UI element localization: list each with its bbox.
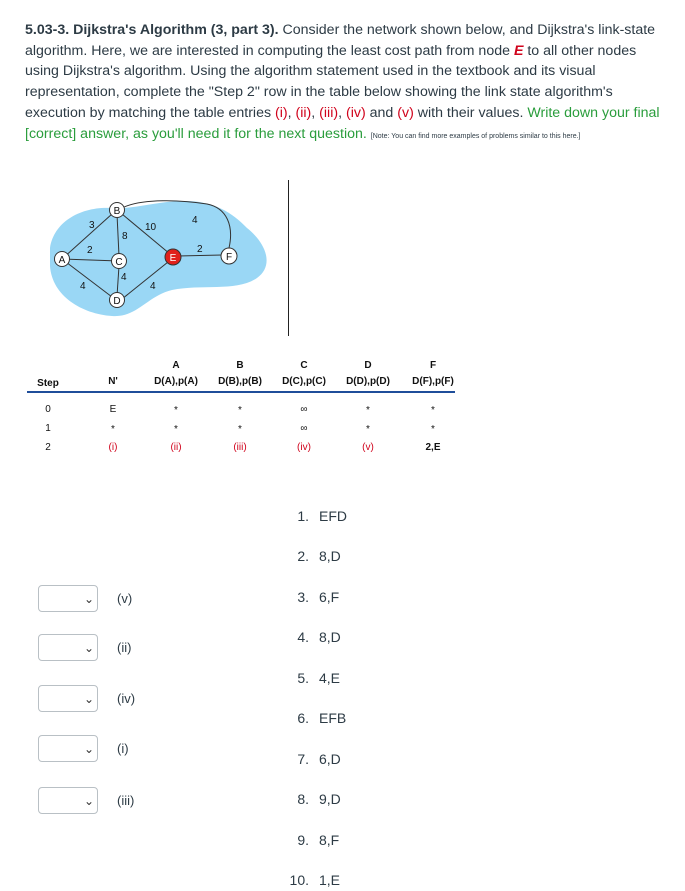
match-select-v[interactable]	[38, 585, 98, 612]
chevron-down-icon: ⌄	[84, 742, 95, 756]
option-6: 6. EFB	[297, 710, 347, 726]
svg-text:E: E	[169, 253, 177, 264]
match-select-iii[interactable]	[38, 787, 98, 814]
row0-a: *	[174, 405, 178, 416]
cost-c-d: 4	[121, 272, 127, 283]
row1-d: *	[366, 424, 370, 435]
row1-f: *	[431, 424, 435, 435]
header-rule	[27, 391, 455, 393]
row1-c: ∞	[300, 423, 308, 434]
cost-b-f: 4	[192, 215, 198, 226]
row0-n: E	[109, 404, 117, 415]
and-word: and	[369, 104, 394, 121]
question-heading: 5.03-3. Dijkstra's Algorithm (3, part 3).	[25, 22, 279, 38]
row1-n: *	[111, 424, 115, 435]
col-top-f: F	[429, 360, 437, 371]
instruction-green: Write down your final [correct] answer, as you'll need it for the next question.	[25, 104, 660, 142]
option-9: 9. 8,F	[297, 832, 340, 848]
col-top-d: D	[364, 360, 372, 371]
mark-iv: (iv)	[345, 104, 366, 121]
mark-iii: (iii)	[319, 104, 339, 121]
row2-f: 2,E	[425, 442, 441, 453]
header-c: D(C),p(C)	[282, 376, 326, 387]
option-2: 2. 8,D	[297, 548, 341, 564]
row2-b: (iii)	[233, 442, 247, 453]
header-n: N'	[108, 376, 118, 387]
cost-b-e: 10	[145, 222, 157, 233]
source-node: E	[513, 42, 524, 59]
match-label-iv: (iv)	[117, 691, 136, 706]
row2-n: (i)	[108, 442, 118, 453]
row0-d: *	[366, 405, 370, 416]
match-label-i: (i)	[117, 741, 129, 756]
row2-d: (v)	[362, 442, 374, 453]
header-f: D(F),p(F)	[412, 376, 454, 387]
row2-a: (ii)	[170, 442, 182, 453]
cost-a-c: 2	[87, 245, 93, 256]
option-10: 10. 1,E	[289, 872, 341, 888]
header-d: D(D),p(D)	[346, 376, 390, 387]
match-label-v: (v)	[117, 591, 133, 606]
option-4: 4. 8,D	[297, 629, 341, 645]
match-select-ii[interactable]	[38, 634, 98, 661]
col-top-c: C	[300, 360, 308, 371]
match-label-ii: (ii)	[117, 640, 132, 655]
col-top-a: A	[172, 360, 180, 371]
chevron-down-icon: ⌄	[84, 641, 95, 655]
header-a: D(A),p(A)	[154, 376, 198, 387]
header-step: Step	[37, 378, 59, 389]
row0-f: *	[431, 405, 435, 416]
chevron-down-icon: ⌄	[84, 692, 95, 706]
chevron-down-icon: ⌄	[84, 794, 95, 808]
option-3: 3. 6,F	[297, 589, 340, 605]
option-1: 1. EFD	[297, 508, 347, 524]
svg-text:A: A	[58, 255, 66, 266]
svg-text:D: D	[113, 296, 121, 307]
row0-c: ∞	[300, 404, 308, 415]
note-link[interactable]: [Note: You can find more examples of problems similar to this here.]	[370, 132, 581, 140]
question-text: 5.03-3. Dijkstra's Algorithm (3, part 3). Consider the network shown below, and Dijkstra's link-state algorithm. Here, we are interested in computing the least cost path from node E to all other nodes using Dijkstra's algorithm. Using the algorithm statement used in the textbook and its visual representation, complete the "Step 2" row in the table below showing the link state algorithm's execution by matching the table entries (i), (ii), (iii), (iv) and (v) with their values. Write down your final [correct] answer, as you'll need it for the next question. [Note: You can find more examples of problems similar to this here.]	[25, 22, 660, 142]
row0-b: *	[238, 405, 242, 416]
option-8: 8. 9,D	[297, 791, 341, 807]
row0-step: 0	[45, 404, 51, 415]
cost-e-f: 2	[197, 244, 203, 255]
svg-text:F: F	[225, 252, 233, 263]
svg-text:B: B	[113, 206, 121, 217]
option-7: 7. 6,D	[297, 751, 341, 767]
row1-b: *	[238, 424, 242, 435]
match-select-i[interactable]	[38, 735, 98, 762]
cost-a-b: 3	[89, 220, 95, 231]
row1-a: *	[174, 424, 178, 435]
question-body-3: with their values.	[413, 104, 528, 121]
chevron-down-icon: ⌄	[84, 592, 95, 606]
cost-b-c: 8	[122, 231, 128, 242]
header-b: D(B),p(B)	[218, 376, 262, 387]
option-5: 5. 4,E	[297, 670, 341, 686]
cost-d-e: 4	[150, 281, 156, 292]
svg-text:C: C	[115, 257, 123, 268]
match-select-iv[interactable]	[38, 685, 98, 712]
col-top-b: B	[236, 360, 244, 371]
mark-ii: (ii)	[295, 104, 312, 121]
question-body-1: Consider the network shown below, and Dijkstra's link-state algorithm. Here, we are interested in computing the least cost path from node	[25, 22, 656, 59]
mark-v: (v)	[397, 104, 414, 121]
row1-step: 1	[45, 423, 51, 434]
question-body-2: to all other nodes using Dijkstra's algorithm. Using the algorithm statement used in the textbook and its visual representation, complete the "Step 2" row in the table below showing the link state algorithm's execution by matching the table entries	[25, 42, 637, 121]
cost-a-d: 4	[80, 281, 86, 292]
match-label-iii: (iii)	[117, 793, 135, 808]
mark-i: (i)	[275, 104, 288, 121]
row2-step: 2	[45, 442, 51, 453]
row2-c: (iv)	[297, 442, 311, 453]
